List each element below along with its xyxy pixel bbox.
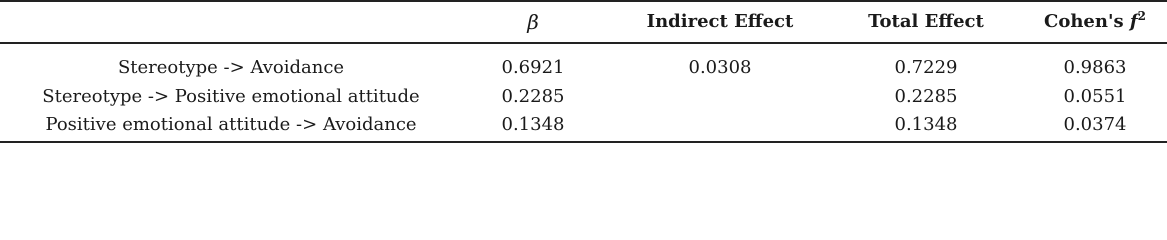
cell-beta: 0.6921 bbox=[501, 57, 565, 78]
header-cohens-f2-symbol: f bbox=[1129, 11, 1138, 32]
header-indirect-effect: Indirect Effect bbox=[646, 11, 794, 32]
header-total-effect: Total Effect bbox=[868, 11, 984, 32]
cell-beta: 0.1348 bbox=[501, 114, 565, 135]
cell-total-effect: 0.7229 bbox=[894, 57, 958, 78]
cell-cohens-f2: 0.0551 bbox=[1063, 86, 1127, 107]
header-cohens-f2 bbox=[1044, 11, 1146, 33]
cell-total-effect: 0.1348 bbox=[894, 114, 958, 135]
cell-relationship: Stereotype -> Positive emotional attitude bbox=[42, 86, 420, 107]
cell-relationship: Positive emotional attitude -> Avoidance bbox=[45, 114, 417, 135]
table-header-rule bbox=[0, 42, 1167, 44]
cell-relationship: Stereotype -> Avoidance bbox=[117, 57, 345, 78]
cell-indirect-effect: 0.0308 bbox=[688, 57, 752, 78]
table-bottom-rule bbox=[0, 141, 1167, 143]
header-cohens-f2-prefix: Cohen's bbox=[1044, 11, 1130, 32]
header-cohens-f2-exponent: 2 bbox=[1137, 9, 1146, 23]
header-beta: β bbox=[527, 10, 539, 34]
cell-beta: 0.2285 bbox=[501, 86, 565, 107]
cell-total-effect: 0.2285 bbox=[894, 86, 958, 107]
cell-cohens-f2: 0.0374 bbox=[1063, 114, 1127, 135]
cell-cohens-f2: 0.9863 bbox=[1063, 57, 1127, 78]
table-top-rule bbox=[0, 0, 1167, 2]
